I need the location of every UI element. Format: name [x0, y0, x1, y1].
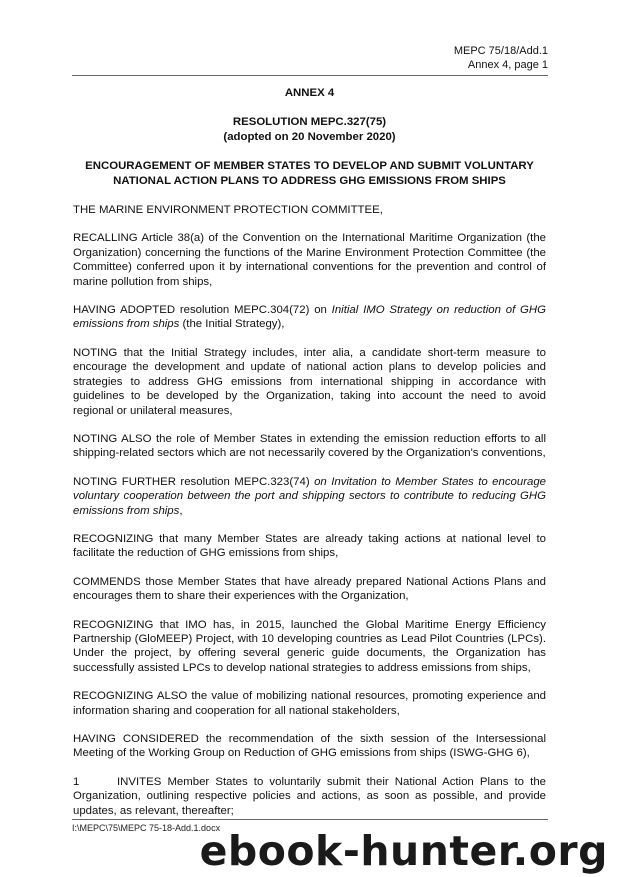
operative-paragraph-1	[73, 775, 546, 818]
having-adopted-suffix: (the Initial Strategy),	[179, 318, 285, 331]
committee-preamble: THE MARINE ENVIRONMENT PROTECTION COMMITTEE,	[73, 204, 383, 217]
resolution-number: RESOLUTION MEPC.327(75)	[232, 116, 387, 129]
noting-further-suffix: ,	[179, 504, 183, 517]
footer-rule	[72, 819, 548, 820]
document-reference: MEPC 75/18/Add.1	[453, 45, 548, 57]
adoption-date: (adopted on 20 November 2020)	[223, 130, 396, 143]
title-line-1: ENCOURAGEMENT OF MEMBER STATES TO DEVELOP AND SUBMIT VOLUNTARY	[85, 160, 534, 173]
resolution-heading	[73, 115, 546, 144]
having-adopted-text: HAVING ADOPTED resolution MEPC.304(72) on	[73, 304, 332, 317]
initial-strategy-title: Initial IMO Strategy on reduction of GHG emissions from ships	[73, 304, 546, 331]
invitation-title: on Invitation to Member States to encourage voluntary cooperation between the port and shipping sectors to contribute to reducing GHG emissions from ships	[73, 475, 546, 517]
noting-also-paragraph: NOTING ALSO the role of Member States in extending the emission reduction efforts to all shipping-related sectors which are not necessarily covered by the Organization's conventions,	[73, 432, 546, 460]
header-rule	[72, 75, 548, 76]
annex-label: ANNEX 4	[284, 87, 335, 99]
recalling-paragraph: RECALLING Article 38(a) of the Convention on the International Maritime Organization (the Organization) concerning the functions of the Marine Environment Protection Committee (the Committee) conferred upon it by international conventions for the prevention and control of marine pollution from ships,	[73, 232, 546, 288]
watermark-logo: ebook-hunter.org	[199, 827, 608, 875]
invites-text: INVITES Member States to voluntarily submit their National Action Plans to the Organization, outlining respective policies and actions, as soon as possible, and provide updates, as relevant, thereafter;	[73, 775, 546, 817]
having-considered-paragraph: HAVING CONSIDERED the recommendation of the sixth session of the Intersessional Meeting of the Working Group on Reduction of GHG emissions from ships (ISWG-GHG 6),	[73, 733, 546, 760]
commends-paragraph: COMMENDS those Member States that have already prepared National Actions Plans and encourages them to share their experiences with the Organization,	[73, 575, 546, 603]
recognizing-paragraph: RECOGNIZING that many Member States are already taking actions at national level to facilitate the reduction of GHG emissions from ships,	[73, 532, 546, 560]
footer-file-path: I:\MEPC\75\MEPC 75-18-Add.1.docx	[72, 823, 221, 833]
noting-paragraph: NOTING that the Initial Strategy includes, inter alia, a candidate short-term measure to encourage the development and update of national action plans to develop policies and strategies to address GHG emissions from international shipping in accordance with guidelines to be developed by the Organization, taking into account the need to avoid regional or unilateral measures,	[73, 346, 546, 417]
document-title	[73, 159, 546, 188]
page-header	[348, 44, 548, 72]
page-reference: Annex 4, page 1	[467, 59, 548, 71]
noting-further-paragraph	[73, 475, 546, 518]
recognizing-glomeep-paragraph: RECOGNIZING that IMO has, in 2015, launched the Global Maritime Energy Efficiency Partnership (GloMEEP) Project, with 10 developing countries as Lead Pilot Countries (LPCs). Under the project, by offering several generic guide documents, the Organization has successfully assisted LPCs to develop national strategies to address emissions from ships,	[73, 618, 546, 674]
paragraph-number: 1	[73, 775, 80, 788]
document-body	[73, 86, 546, 818]
title-line-2: NATIONAL ACTION PLANS TO ADDRESS GHG EMISSIONS FROM SHIPS	[113, 174, 506, 187]
noting-further-text: NOTING FURTHER resolution MEPC.323(74)	[73, 475, 315, 488]
having-adopted-paragraph	[73, 303, 546, 332]
recognizing-also-paragraph: RECOGNIZING ALSO the value of mobilizing national resources, promoting experience and information sharing and cooperation for all national stakeholders,	[73, 690, 546, 717]
